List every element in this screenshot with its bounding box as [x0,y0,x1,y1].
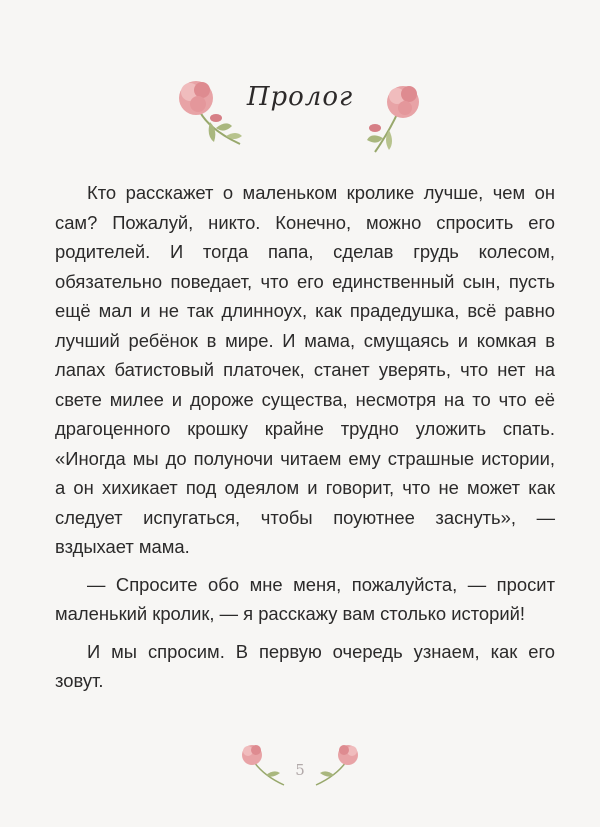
paragraph: И мы спросим. В первую очередь узнаем, как его зовут. [55,640,555,691]
page-footer [0,735,600,805]
paragraph: — Спросите обо мне меня, пожалуйста, — просит маленький кролик, — я расскажу вам столько историй! [55,573,555,624]
clover-flower-right-icon [355,80,435,160]
footer-flower-right-icon [312,739,364,789]
chapter-body [55,178,555,704]
chapter-title: Пролог [246,82,354,112]
page-number: 5 [295,761,305,779]
paragraph: Кто расскажет о маленьком кролике лучше, чем он сам? Пожалуй, никто. Конечно, можно спросить его родителей. И тогда папа, сделав грудь колесом, обязательно поведает, что его единственный сын, пусть ещё мал и не так длинноух, как прадедушка, всё равно лучший ребёнок в мире. И мама, смущаясь и комкая в лапах батистовый платочек, станет уверять, что нет на свете милее и дороже существа, несмотря на то что её драгоценного крошку крайне трудно уложить спать. «Иногда мы до полуночи читаем ему страшные истории, а он хихикает под одеялом и говорит, что не может как следует испугаться, чтобы поуютнее заснуть», — вздыхает мама. [55,182,555,557]
chapter-header [0,70,600,160]
